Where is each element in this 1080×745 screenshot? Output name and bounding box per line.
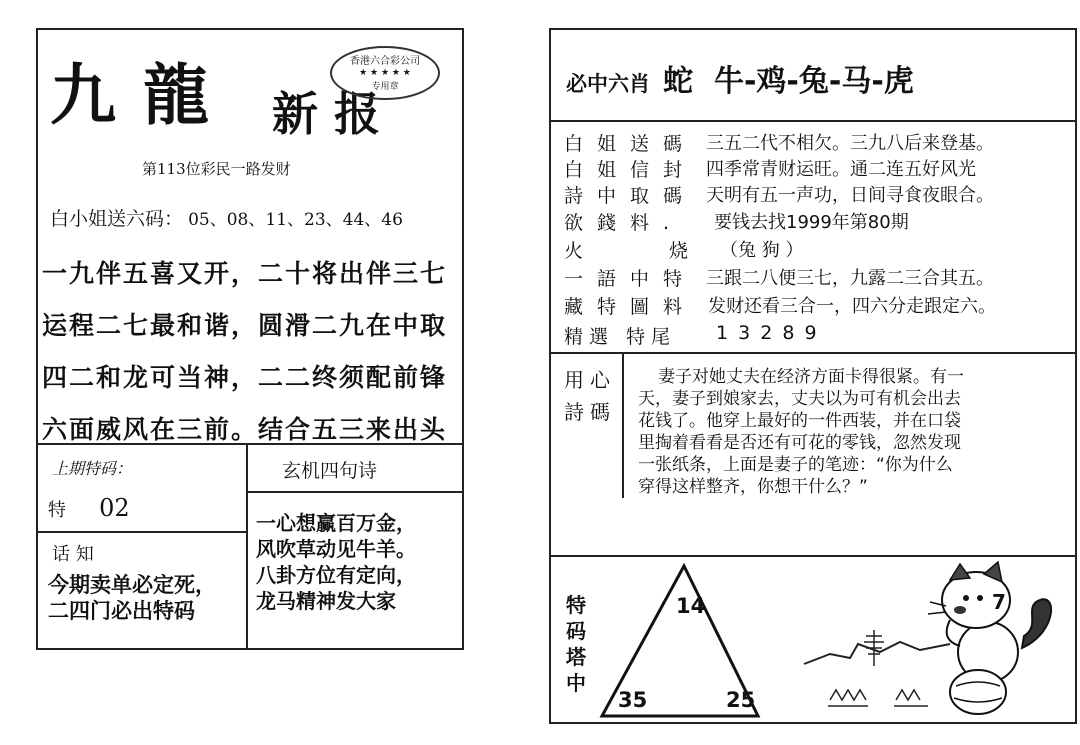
- story-line: 里掏着看看是否还有可花的零钱，忽然发现: [638, 433, 961, 453]
- info-row-label: 詩中取碼: [564, 185, 697, 207]
- story-line: 妻子对她丈夫在经济方面卡得很紧。有一: [658, 367, 964, 387]
- info-row-label: 欲錢料.: [564, 212, 684, 234]
- mystery-poem: [256, 510, 416, 614]
- last-special-row: [48, 494, 130, 522]
- cartoon-number: 7: [992, 590, 1006, 614]
- info-row-text: 三跟二八便三七，九露二三合其五。: [706, 268, 994, 289]
- info-row-text: 三五二代不相欠。三九八后来登基。: [706, 133, 994, 154]
- poem-line: 四二和龙可当神，二二终须配前锋: [42, 363, 448, 392]
- info-row-label: 精選 特尾: [564, 326, 677, 348]
- stamp-bottom-text: 专用章: [371, 82, 399, 92]
- notice-line: 今期卖单必定死，: [48, 573, 216, 597]
- miss-numbers-line: [50, 204, 403, 231]
- notice-text: [48, 572, 216, 624]
- info-row-label: 火 烧: [564, 240, 729, 262]
- zodiac-header: [566, 56, 914, 100]
- story-line: 天，妻子到娘家去，丈夫以为可有机会出去: [638, 389, 961, 409]
- poem-section-label: 用心詩碼: [564, 368, 616, 424]
- poem-line: 六面威风在三前。结合五三来出头: [42, 415, 448, 444]
- info-row-label: 白姐送碼: [564, 133, 697, 155]
- story-line: 穿得这样整齐，你想干什么？”: [638, 477, 868, 497]
- story-line: 一张纸条，上面是妻子的笔迹：“你为什么: [638, 455, 953, 475]
- poem-line: 一九伴五喜又开，二十将出伴三七: [42, 259, 448, 288]
- tower-left-number: 35: [618, 688, 648, 712]
- divider: [246, 491, 464, 493]
- divider: [549, 555, 1077, 557]
- info-row-text: 发财还看三合一，四六分走跟定六。: [708, 296, 996, 317]
- last-issue-label: 上期特码：: [52, 459, 133, 478]
- info-row-text: （兔 狗 ）: [720, 240, 804, 261]
- divider: [622, 352, 624, 498]
- masthead-subtitle: 新 报: [272, 87, 381, 141]
- mystery-line: 龙马精神发大家: [256, 589, 396, 613]
- notice-label: 话 知: [52, 544, 94, 565]
- info-row-text: 要钱去找1999年第80期: [714, 212, 909, 233]
- info-row-text: 天明有五一声功，日间寻食夜眼合。: [706, 185, 994, 206]
- miss-numbers-label: 白小姐送六码：: [50, 208, 184, 230]
- divider: [549, 120, 1077, 122]
- mystery-title: 玄机四句诗: [282, 460, 378, 482]
- story-text: [638, 366, 964, 498]
- special-tail-numbers: 1 3 2 8 9: [716, 322, 819, 344]
- story-line: 花钱了。他穿上最好的一件西装，并在口袋: [638, 411, 961, 431]
- last-special-value: 02: [99, 494, 130, 522]
- poem-line: 运程二七最和谐，圆滑二九在中取: [42, 311, 448, 340]
- masthead-title: 九 龍: [50, 56, 211, 134]
- stamp-stars: ★ ★ ★ ★ ★: [359, 68, 411, 78]
- tower-top-number: 14: [676, 594, 706, 618]
- cartoon-cat-illustration: [800, 560, 1070, 720]
- official-stamp: [330, 46, 440, 100]
- divider: [36, 531, 246, 533]
- info-row-label: 白姐信封: [564, 159, 697, 181]
- zodiac-values: 蛇 牛-鸡-兔-马-虎: [663, 64, 914, 99]
- stamp-top-text: 香港六合彩公司: [350, 56, 420, 67]
- mystery-line: 八卦方位有定向，: [256, 563, 416, 587]
- tower-label: 特码塔中: [566, 593, 586, 695]
- miss-numbers-value: 05、08、11、23、44、46: [188, 210, 403, 230]
- info-row-label: 藏特圖料: [564, 296, 697, 318]
- issue-line: 第113位彩民一路发财: [142, 160, 291, 178]
- divider: [36, 443, 464, 445]
- notice-line: 二四门必出特码: [48, 599, 195, 623]
- last-special-label: 特: [48, 500, 66, 521]
- mystery-line: 风吹草动见牛羊。: [256, 537, 416, 561]
- info-row-label: 一語中特: [564, 268, 697, 290]
- mystery-line: 一心想赢百万金，: [256, 511, 416, 535]
- info-row-text: 四季常青财运旺。通二连五好风光: [706, 159, 976, 180]
- tower-right-number: 25: [726, 688, 756, 712]
- zodiac-label: 必中六肖: [566, 72, 650, 96]
- divider: [246, 443, 248, 650]
- divider: [549, 352, 1077, 354]
